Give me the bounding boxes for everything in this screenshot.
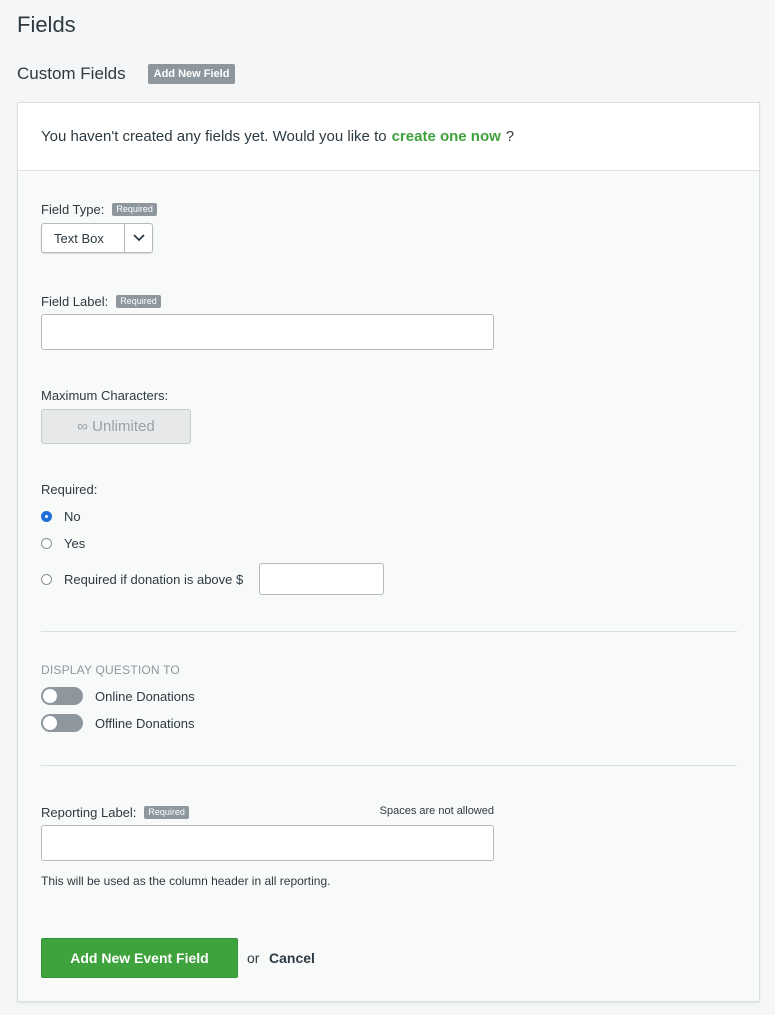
add-new-field-button[interactable]: Add New Field bbox=[148, 64, 236, 84]
required-option-no[interactable] bbox=[41, 509, 81, 524]
notice-text: You haven't created any fields yet. Would you like to bbox=[41, 128, 387, 145]
field-label-label bbox=[41, 294, 161, 309]
divider bbox=[41, 765, 737, 766]
add-new-event-field-button[interactable]: Add New Event Field bbox=[41, 938, 238, 978]
display-question-heading: DISPLAY QUESTION TO bbox=[41, 663, 180, 677]
field-type-select[interactable] bbox=[41, 223, 153, 253]
reporting-help-text: This will be used as the column header in all reporting. bbox=[41, 874, 331, 888]
cancel-link[interactable]: Cancel bbox=[269, 950, 315, 966]
chevron-down-icon bbox=[124, 224, 152, 252]
online-donations-switch[interactable] bbox=[41, 687, 83, 705]
required-option-threshold[interactable] bbox=[41, 572, 243, 587]
field-label-label-text: Field Label: bbox=[41, 294, 109, 309]
offline-donations-label: Offline Donations bbox=[95, 715, 195, 731]
required-option-yes[interactable] bbox=[41, 536, 85, 551]
radio-yes[interactable] bbox=[41, 538, 52, 549]
radio-threshold-label: Required if donation is above $ bbox=[64, 572, 244, 587]
unlimited-button[interactable]: ∞ Unlimited bbox=[41, 409, 191, 444]
radio-no[interactable] bbox=[41, 511, 52, 522]
notice-suffix: ? bbox=[505, 128, 515, 145]
radio-threshold[interactable] bbox=[41, 574, 52, 585]
field-type-value: Text Box bbox=[54, 230, 104, 246]
reporting-label-label-text: Reporting Label: bbox=[41, 805, 137, 820]
radio-yes-label: Yes bbox=[64, 536, 86, 551]
divider bbox=[41, 631, 737, 632]
field-type-label-text: Field Type: bbox=[41, 202, 105, 217]
required-badge: Required bbox=[144, 806, 189, 819]
toggle-offline-donations[interactable] bbox=[41, 714, 195, 732]
page-title: Fields bbox=[17, 12, 76, 37]
toggle-online-donations[interactable] bbox=[41, 687, 195, 705]
spaces-hint: Spaces are not allowed bbox=[379, 805, 494, 817]
field-type-label bbox=[41, 202, 157, 217]
or-text: or bbox=[247, 950, 260, 966]
custom-fields-header bbox=[17, 64, 235, 84]
required-badge: Required bbox=[112, 203, 157, 216]
max-characters-label: Maximum Characters: bbox=[41, 388, 169, 403]
online-donations-label: Online Donations bbox=[95, 688, 195, 704]
field-form-card bbox=[17, 102, 760, 1002]
radio-no-label: No bbox=[64, 509, 81, 524]
section-title: Custom Fields bbox=[17, 64, 126, 83]
reporting-label-input[interactable] bbox=[41, 825, 494, 861]
reporting-label-label bbox=[41, 805, 189, 820]
empty-notice bbox=[18, 103, 759, 171]
offline-donations-switch[interactable] bbox=[41, 714, 83, 732]
field-label-input[interactable] bbox=[41, 314, 494, 350]
required-label: Required: bbox=[41, 482, 98, 497]
create-one-now-link[interactable]: create one now bbox=[391, 128, 501, 145]
donation-amount-input[interactable] bbox=[259, 563, 384, 595]
required-badge: Required bbox=[116, 295, 161, 308]
